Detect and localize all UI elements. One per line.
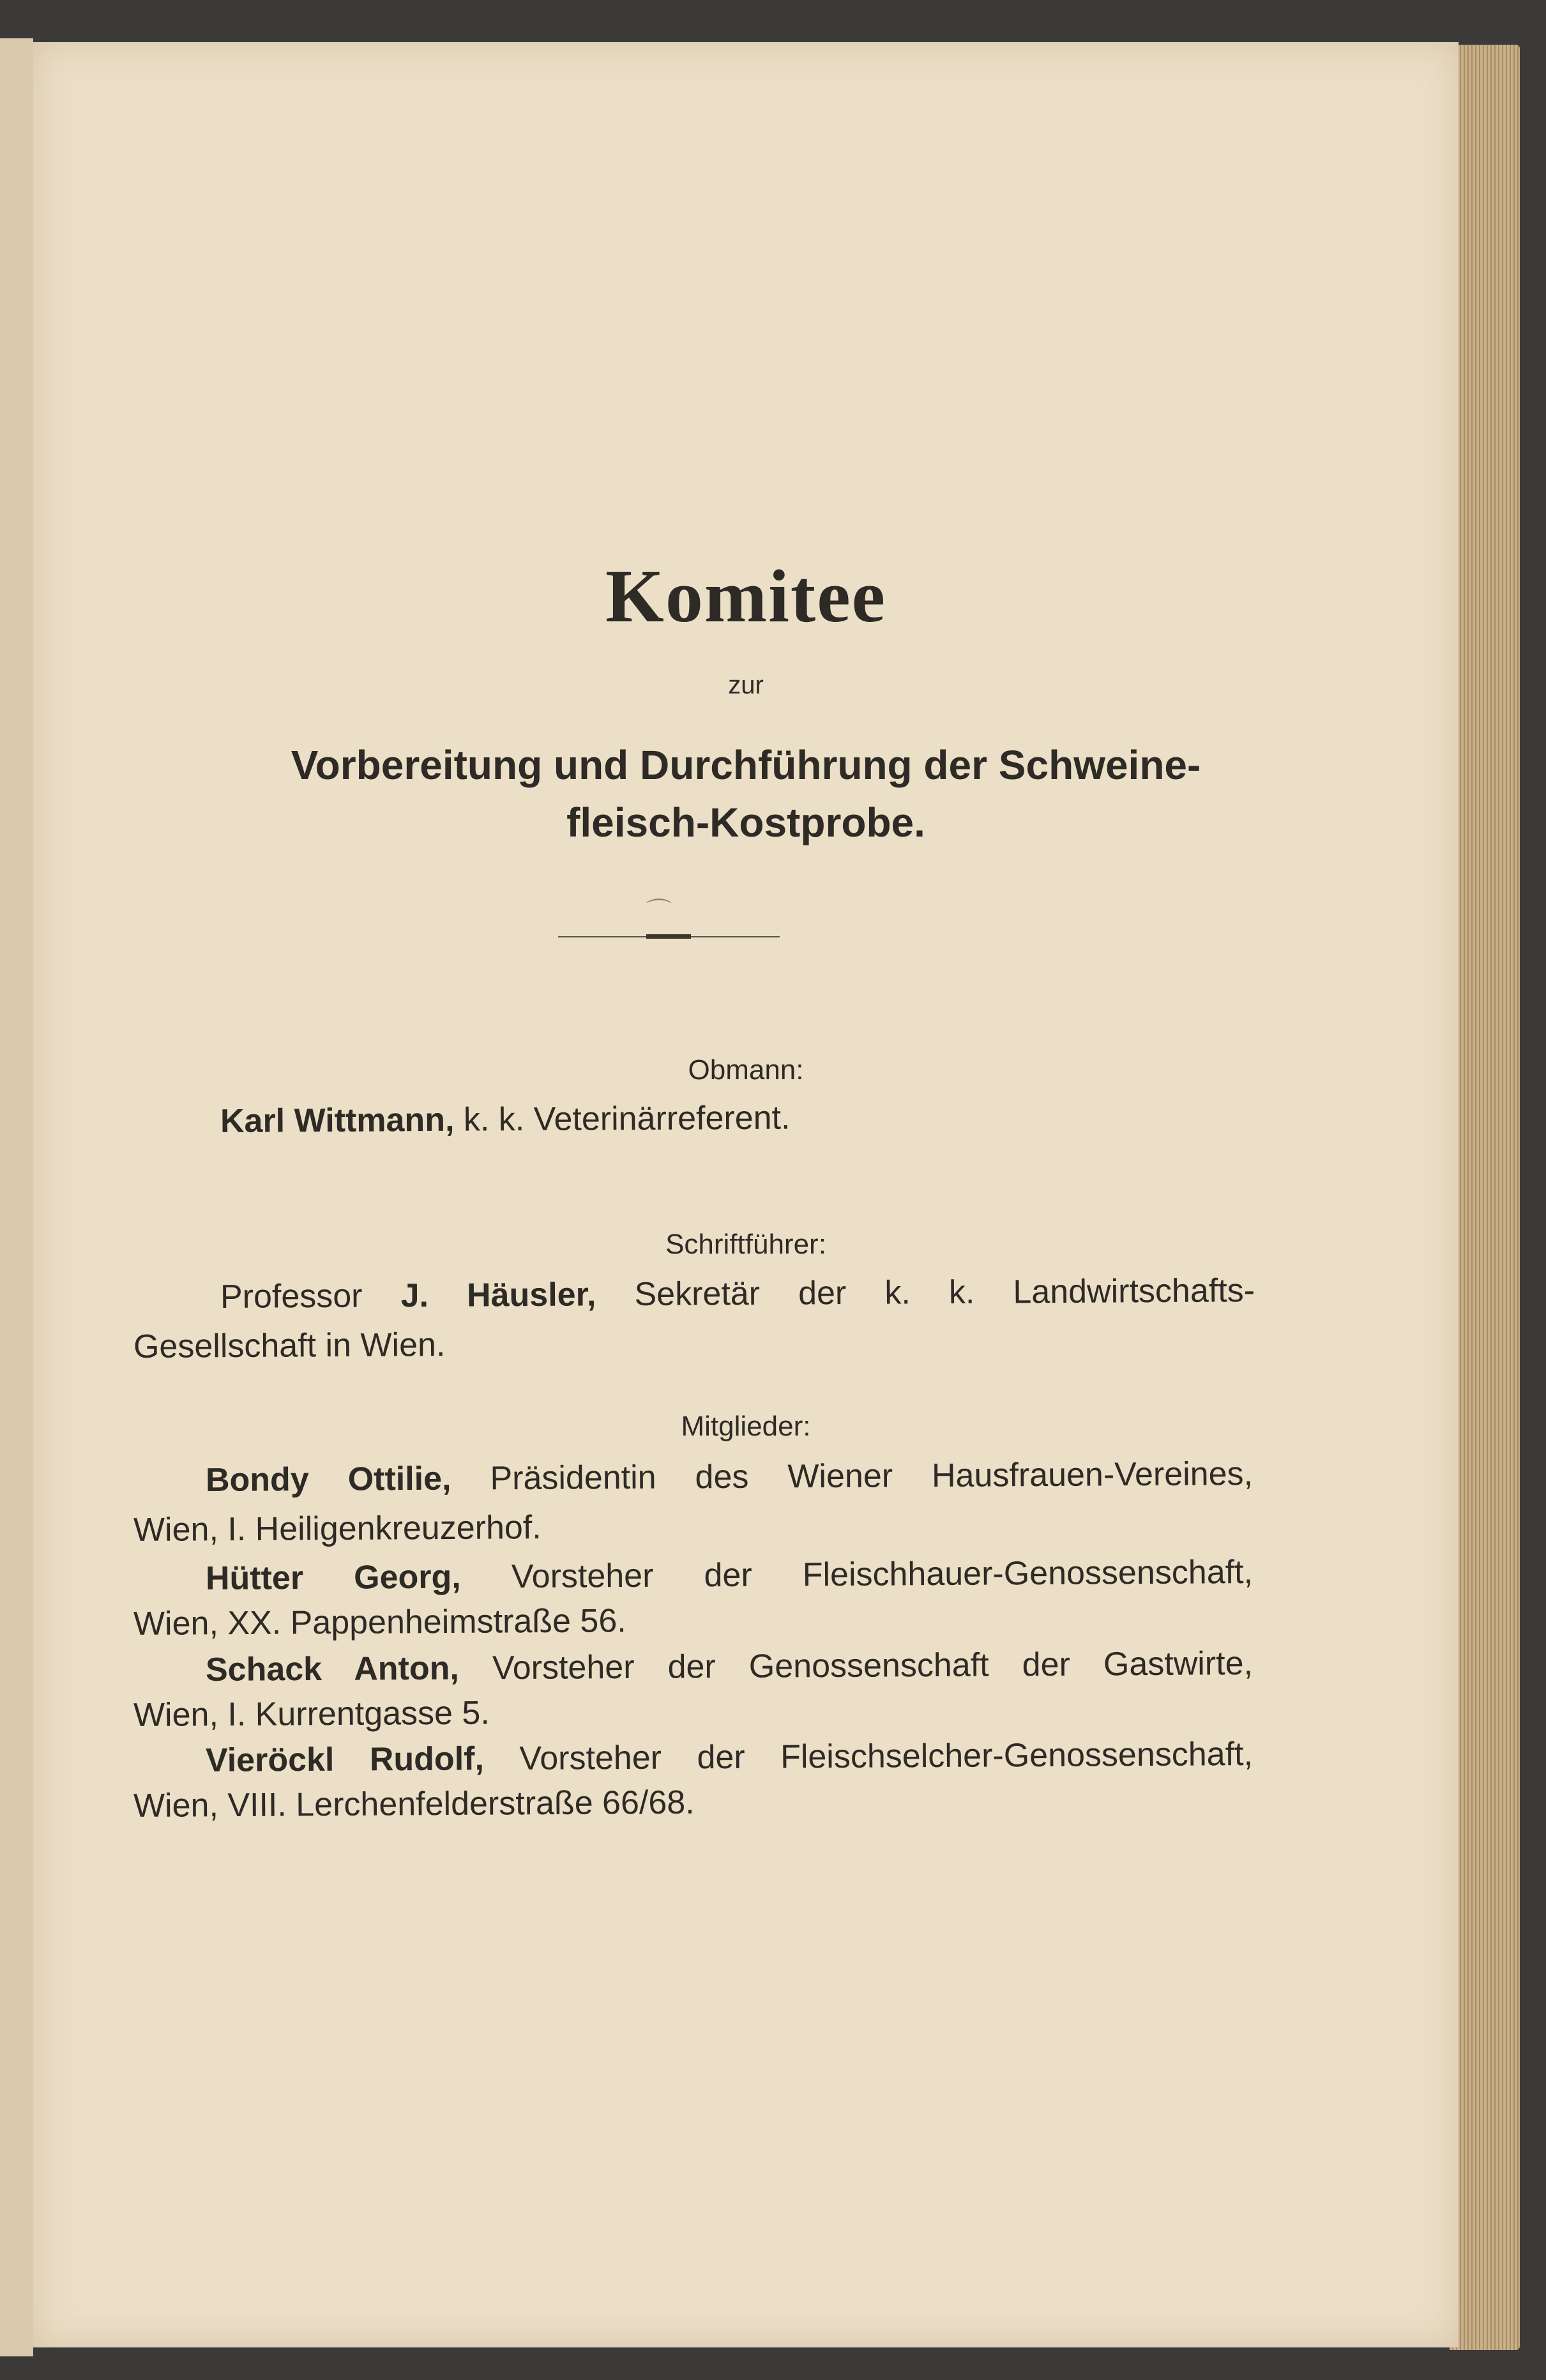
page-title: Komitee <box>605 554 886 638</box>
heading-line-2: fleisch-Kostprobe. <box>566 800 925 845</box>
obmann-name: Karl Wittmann, <box>220 1101 455 1140</box>
schriftfuehrer-label: Schriftführer: <box>665 1229 826 1260</box>
member-address: Wien, I. Kurrentgasse 5. <box>133 1694 490 1734</box>
heading-line-1: Vorbereitung und Durchführung der Schweine- <box>291 742 1201 788</box>
member-desc: Vorsteher der Genossenschaft der Gastwirte, <box>492 1644 1254 1687</box>
schriftfuehrer-prefix: Professor <box>220 1277 363 1315</box>
page-stack-edge <box>1450 45 1520 2350</box>
member-desc: Präsidentin des Wiener Hausfrauen-Vereines, <box>490 1455 1254 1497</box>
book-page <box>33 42 1459 2347</box>
member-name: Vieröckl Rudolf, <box>205 1740 485 1779</box>
schriftfuehrer-desc-cont: Gesellschaft in Wien. <box>133 1326 446 1365</box>
facing-page-edge <box>0 38 33 2356</box>
member-address: Wien, VIII. Lerchenfelderstraße 66/68. <box>133 1784 695 1824</box>
schriftfuehrer-entry <box>220 1271 1255 1316</box>
member-line <box>206 1735 1253 1780</box>
member-desc: Vorsteher der Fleischselcher-Genossenschaft, <box>519 1735 1254 1777</box>
member-line <box>206 1553 1253 1598</box>
obmann-label: Obmann: <box>688 1054 804 1086</box>
schriftfuehrer-name: J. Häusler, <box>400 1276 596 1315</box>
member-name: Schack Anton, <box>205 1649 460 1688</box>
schriftfuehrer-desc: Sekretär der k. k. Landwirtschafts- <box>634 1272 1255 1314</box>
member-name: Hütter Georg, <box>205 1558 461 1597</box>
member-address: Wien, XX. Pappenheimstraße 56. <box>133 1602 626 1642</box>
member-address: Wien, I. Heiligenkreuzerhof. <box>133 1509 542 1549</box>
obmann-entry <box>220 1099 791 1141</box>
member-desc: Vorsteher der Fleischhauer-Genossenschaft, <box>511 1553 1254 1596</box>
member-line <box>206 1455 1253 1499</box>
divider-center <box>646 934 691 939</box>
subtitle: zur <box>728 671 764 699</box>
member-name: Bondy Ottilie, <box>205 1460 451 1499</box>
obmann-desc: k. k. Veterinärreferent. <box>463 1099 791 1139</box>
member-line <box>206 1644 1253 1689</box>
mitglieder-label: Mitglieder: <box>681 1411 811 1442</box>
ornament-icon: ⌒ <box>646 898 672 926</box>
